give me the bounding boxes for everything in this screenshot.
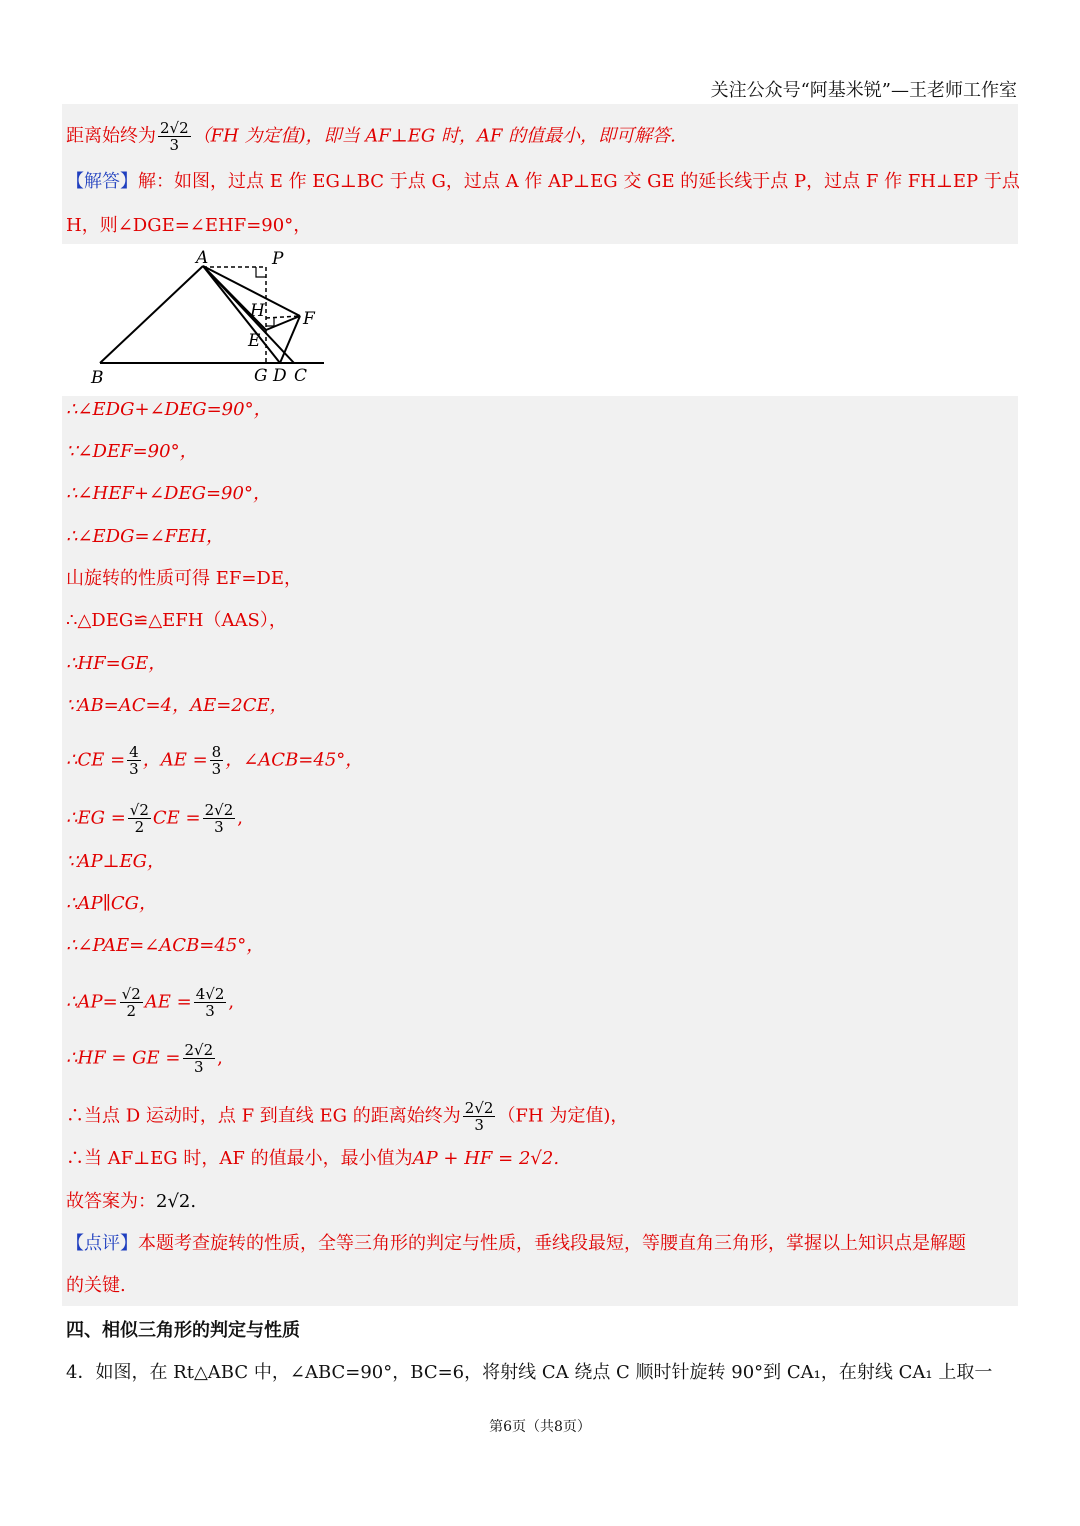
solution-line-2: [66, 214, 311, 238]
step-3: [66, 482, 271, 506]
label-G: G: [254, 366, 268, 386]
step-9: [66, 744, 363, 777]
step-15: [66, 1042, 223, 1075]
step-11: [66, 850, 165, 874]
denominator: 3: [205, 1002, 215, 1020]
text: ,: [228, 991, 235, 1013]
label-D: D: [273, 366, 287, 386]
analysis-line-1: [66, 120, 676, 153]
text: （FH 为定值)，: [497, 1105, 629, 1127]
step-5: [66, 567, 302, 591]
page-footer: 第6页（共8页）: [489, 1419, 591, 1435]
step-13: [66, 934, 264, 958]
page-header: 关注公众号“阿基米锐”—王老师工作室: [62, 76, 1017, 105]
fraction: [203, 802, 236, 835]
numerator: 2√2: [464, 1099, 494, 1117]
text: （FH 为定值)，即当 AF⊥EG 时，AF 的值最小，即可解答.: [192, 125, 676, 147]
text: ，∠ACB=45°，: [225, 749, 364, 771]
step-7: [66, 652, 166, 676]
problem-statement: 4．如图，在 Rt△ABC 中，∠ABC=90°，BC=6，将射线 CA 绕点 C 顺时针旋转 90°到 CA₁，在射线 CA₁ 上取一: [66, 1362, 993, 1383]
line-AB: [100, 266, 203, 363]
numerator: 2√2: [184, 1041, 214, 1059]
label-B: B: [91, 368, 104, 388]
text: 解：如图，过点 E 作 EG⊥BC 于点 G，过点 A 作 AP⊥EG 交 GE 的延长线于点 P，过点 F 作 FH⊥EP 于点: [138, 171, 1020, 192]
section-title: 四、相似三角形的判定与性质: [66, 1320, 300, 1341]
text: ∴∠PAE=∠ACB=45°，: [66, 935, 265, 956]
fraction: [194, 986, 227, 1019]
text: 故答案为：: [66, 1191, 156, 1212]
fraction: [120, 986, 143, 1019]
numerator: 4: [129, 743, 139, 761]
solution-tag: 【解答】: [66, 171, 138, 192]
text: ∴HF=GE，: [66, 653, 167, 674]
denominator: 2: [126, 1002, 136, 1020]
solution-line-1: [66, 170, 1020, 194]
text: ∵∠DEF=90°，: [66, 441, 198, 462]
text: ∴CE =: [66, 749, 126, 771]
comment-tag: 【点评】: [66, 1233, 138, 1254]
denominator: 3: [129, 760, 139, 778]
numerator: 4√2: [195, 985, 225, 1003]
text: ∴AP=: [66, 991, 118, 1013]
right-angle-P: [256, 267, 266, 277]
numerator: 2√2: [204, 801, 234, 819]
step-2: [66, 440, 198, 464]
text: ，AE =: [142, 749, 208, 771]
step-10: [66, 802, 243, 835]
geometry-figure: [62, 246, 362, 396]
text: CE =: [152, 807, 201, 829]
math-expression: AP + HF = 2√2.: [412, 1148, 560, 1169]
fraction: [128, 802, 151, 835]
numerator: 8: [211, 743, 222, 761]
denominator: 3: [474, 1116, 484, 1134]
text: ∴当 AF⊥EG 时，AF 的值最小，最小值为: [66, 1148, 413, 1169]
text: ∴AP∥CG，: [66, 893, 158, 914]
step-16: [66, 1100, 628, 1133]
text: ∴当点 D 运动时，点 F 到直线 EG 的距离始终为: [66, 1105, 461, 1127]
line-AD: [203, 266, 280, 363]
text: H，则∠DGE=∠EHF=90°，: [66, 215, 312, 236]
numerator: 2√2: [160, 119, 189, 137]
solution-block: [62, 396, 1018, 1306]
denominator: 3: [169, 136, 180, 154]
denominator: 3: [214, 818, 224, 836]
label-H: H: [250, 301, 265, 321]
text: ∴∠HEF+∠DEG=90°，: [66, 483, 271, 504]
text: 的关键.: [66, 1275, 126, 1296]
label-P: P: [272, 249, 284, 269]
text: ∴∠EDG+∠DEG=90°，: [66, 399, 272, 420]
text: ∴EG =: [66, 807, 126, 829]
numerator: √2: [129, 801, 149, 819]
text: ,: [237, 807, 243, 829]
step-1: [66, 398, 272, 422]
step-18: [66, 1190, 196, 1214]
answer-value: 2√2.: [156, 1191, 197, 1212]
fraction: [463, 1100, 496, 1133]
comment-line-2: [66, 1274, 126, 1298]
comment-line-1: [66, 1232, 966, 1256]
fraction: [127, 744, 141, 777]
text: 本题考查旋转的性质，全等三角形的判定与性质，垂线段最短，等腰直角三角形，掌握以上知识点是解题: [138, 1233, 966, 1254]
text: 山旋转的性质可得 EF=DE，: [66, 568, 303, 589]
text: ∵AP⊥EG，: [66, 851, 166, 872]
text: ∵AB=AC=4，AE=2CE，: [66, 695, 288, 716]
text: ∴∠EDG=∠FEH，: [66, 526, 224, 547]
text: ∴△DEG≌△EFH（AAS），: [66, 610, 287, 631]
denominator: 3: [194, 1058, 204, 1076]
text: AE =: [144, 991, 192, 1013]
analysis-block: [62, 104, 1018, 244]
fraction: [210, 744, 224, 777]
step-14: [66, 986, 234, 1019]
step-6: [66, 609, 287, 633]
fraction: [158, 120, 191, 153]
step-12: [66, 892, 157, 916]
numerator: √2: [121, 985, 141, 1003]
denominator: 2: [134, 818, 145, 836]
fraction: [183, 1042, 216, 1075]
text: ∴HF = GE =: [66, 1047, 181, 1069]
step-8: [66, 694, 288, 718]
label-E: E: [248, 331, 261, 351]
text: ,: [217, 1047, 223, 1069]
step-4: [66, 525, 224, 549]
label-F: F: [303, 309, 315, 329]
geometry-diagram: [62, 246, 362, 396]
label-A: A: [196, 248, 209, 268]
label-C: C: [294, 366, 308, 386]
step-17: [66, 1147, 559, 1171]
denominator: 3: [211, 760, 222, 778]
text: 距离始终为: [66, 125, 156, 147]
right-angle-H: [266, 318, 274, 326]
